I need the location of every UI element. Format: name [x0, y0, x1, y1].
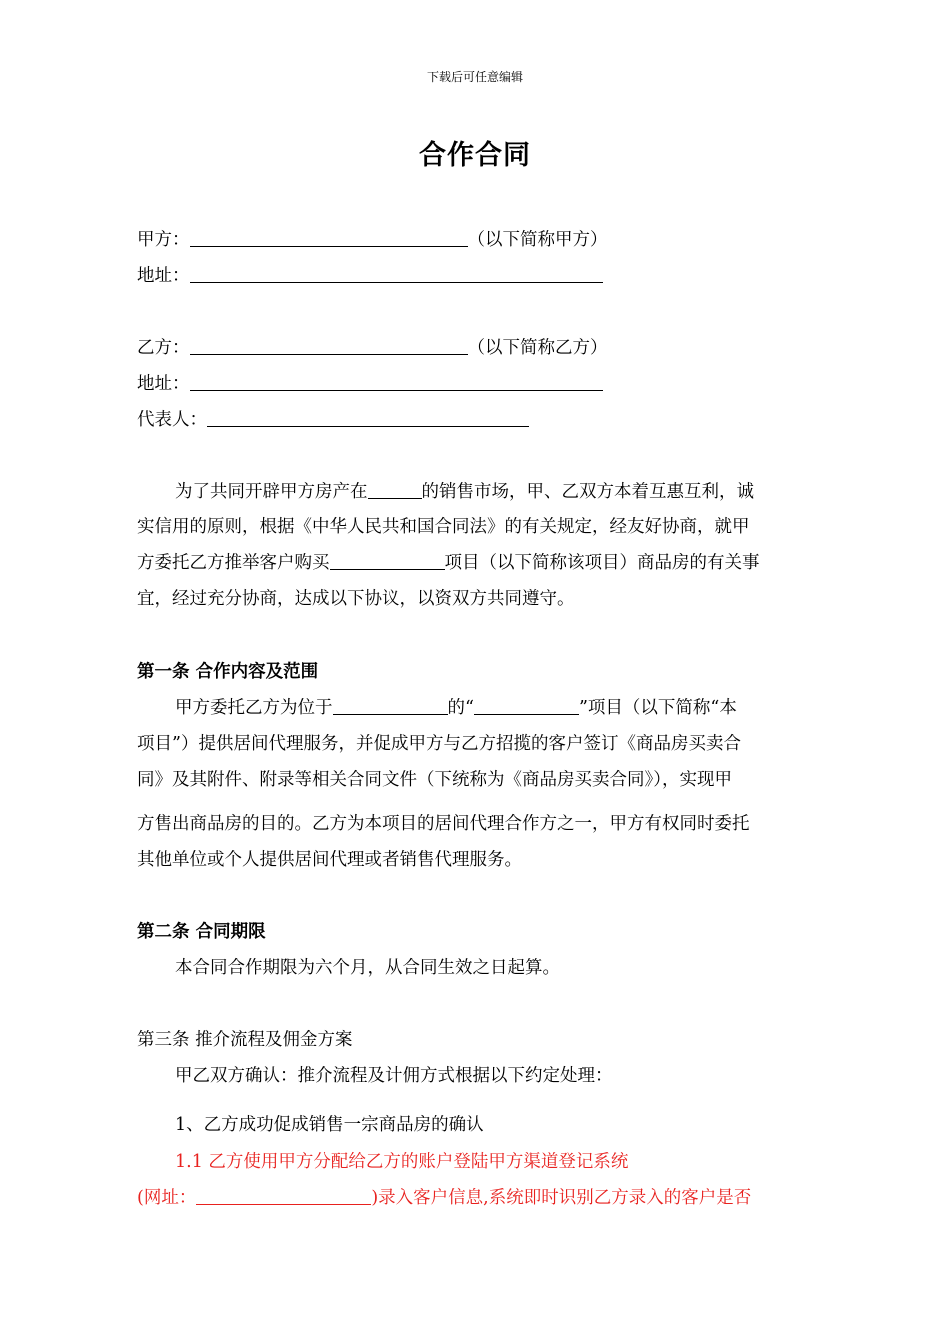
intro-line-1	[175, 480, 754, 504]
party-a-label: 甲方：	[137, 230, 190, 250]
party-a-line	[137, 228, 608, 252]
intro-text: 为了共同开辟甲方房产在	[175, 482, 368, 502]
intro-text: 方委托乙方推举客户购买	[137, 553, 330, 573]
url-text: )录入客户信息,系统即时识别乙方录入的客户是否	[371, 1188, 752, 1208]
intro-text: 的销售市场，甲、乙双方本着互惠互利，诚	[421, 482, 754, 502]
article-3-line-1: 甲乙双方确认：推介流程及计佣方式根据以下约定处理：	[175, 1066, 613, 1086]
party-b-representative-label: 代表人：	[137, 410, 207, 430]
party-b-representative-line	[137, 408, 529, 432]
project-blank	[330, 552, 445, 570]
article-1-text: ”项目（以下简称“本	[578, 698, 737, 718]
party-b-address-line	[137, 372, 603, 396]
party-a-address-blank	[190, 265, 603, 283]
party-a-address-line	[137, 264, 603, 288]
party-a-address-label: 地址：	[137, 266, 190, 286]
article-1-line-5: 其他单位或个人提供居间代理或者销售代理服务。	[137, 850, 522, 870]
party-b-name-blank	[190, 337, 468, 355]
article-3-item-1-1: 1.1 乙方使用甲方分配给乙方的账户登陆甲方渠道登记系统	[175, 1152, 629, 1172]
page-header: 下载后可任意编辑	[426, 70, 523, 84]
party-b-address-blank	[190, 373, 603, 391]
article-3-url-line	[137, 1186, 751, 1210]
party-b-note: （以下简称乙方）	[467, 338, 608, 358]
party-a-note: （以下简称甲方）	[467, 230, 608, 250]
location-blank	[368, 481, 422, 499]
party-a-name-blank	[190, 229, 468, 247]
intro-text: 项目（以下简称该项目）商品房的有关事	[444, 553, 760, 573]
article-3-heading: 第三条 推介流程及佣金方案	[137, 1030, 353, 1050]
url-label: (网址：	[137, 1188, 197, 1208]
project-name-blank	[474, 697, 579, 715]
document-title: 合作合同	[419, 140, 531, 171]
article-1-line-4: 方售出商品房的目的。乙方为本项目的居间代理合作方之一，甲方有权同时委托	[137, 814, 750, 834]
party-b-line	[137, 336, 608, 360]
article-1-line-2: 项目”）提供居间代理服务，并促成甲方与乙方招揽的客户签订《商品房买卖合	[137, 734, 741, 754]
article-2-line-1: 本合同合作期限为六个月，从合同生效之日起算。	[175, 958, 560, 978]
article-1-text: 甲方委托乙方为位于	[175, 698, 333, 718]
article-1-line-3: 同》及其附件、附录等相关合同文件（下统称为《商品房买卖合同》），实现甲	[137, 770, 732, 790]
party-b-address-label: 地址：	[137, 374, 190, 394]
intro-line-4: 宜，经过充分协商，达成以下协议，以资双方共同遵守。	[137, 589, 575, 609]
intro-line-3	[137, 551, 760, 575]
article-1-heading: 第一条 合作内容及范围	[137, 662, 319, 682]
article-1-line-1	[175, 696, 737, 720]
article-1-text: 的“	[447, 698, 474, 718]
url-blank	[196, 1187, 371, 1205]
article-2-heading: 第二条 合同期限	[137, 922, 266, 942]
intro-line-2: 实信用的原则，根据《中华人民共和国合同法》的有关规定，经友好协商，就甲	[137, 517, 750, 537]
project-location-blank	[333, 697, 448, 715]
party-b-representative-blank	[207, 409, 529, 427]
party-b-label: 乙方：	[137, 338, 190, 358]
article-3-item-1: 1、乙方成功促成销售一宗商品房的确认	[175, 1115, 484, 1135]
